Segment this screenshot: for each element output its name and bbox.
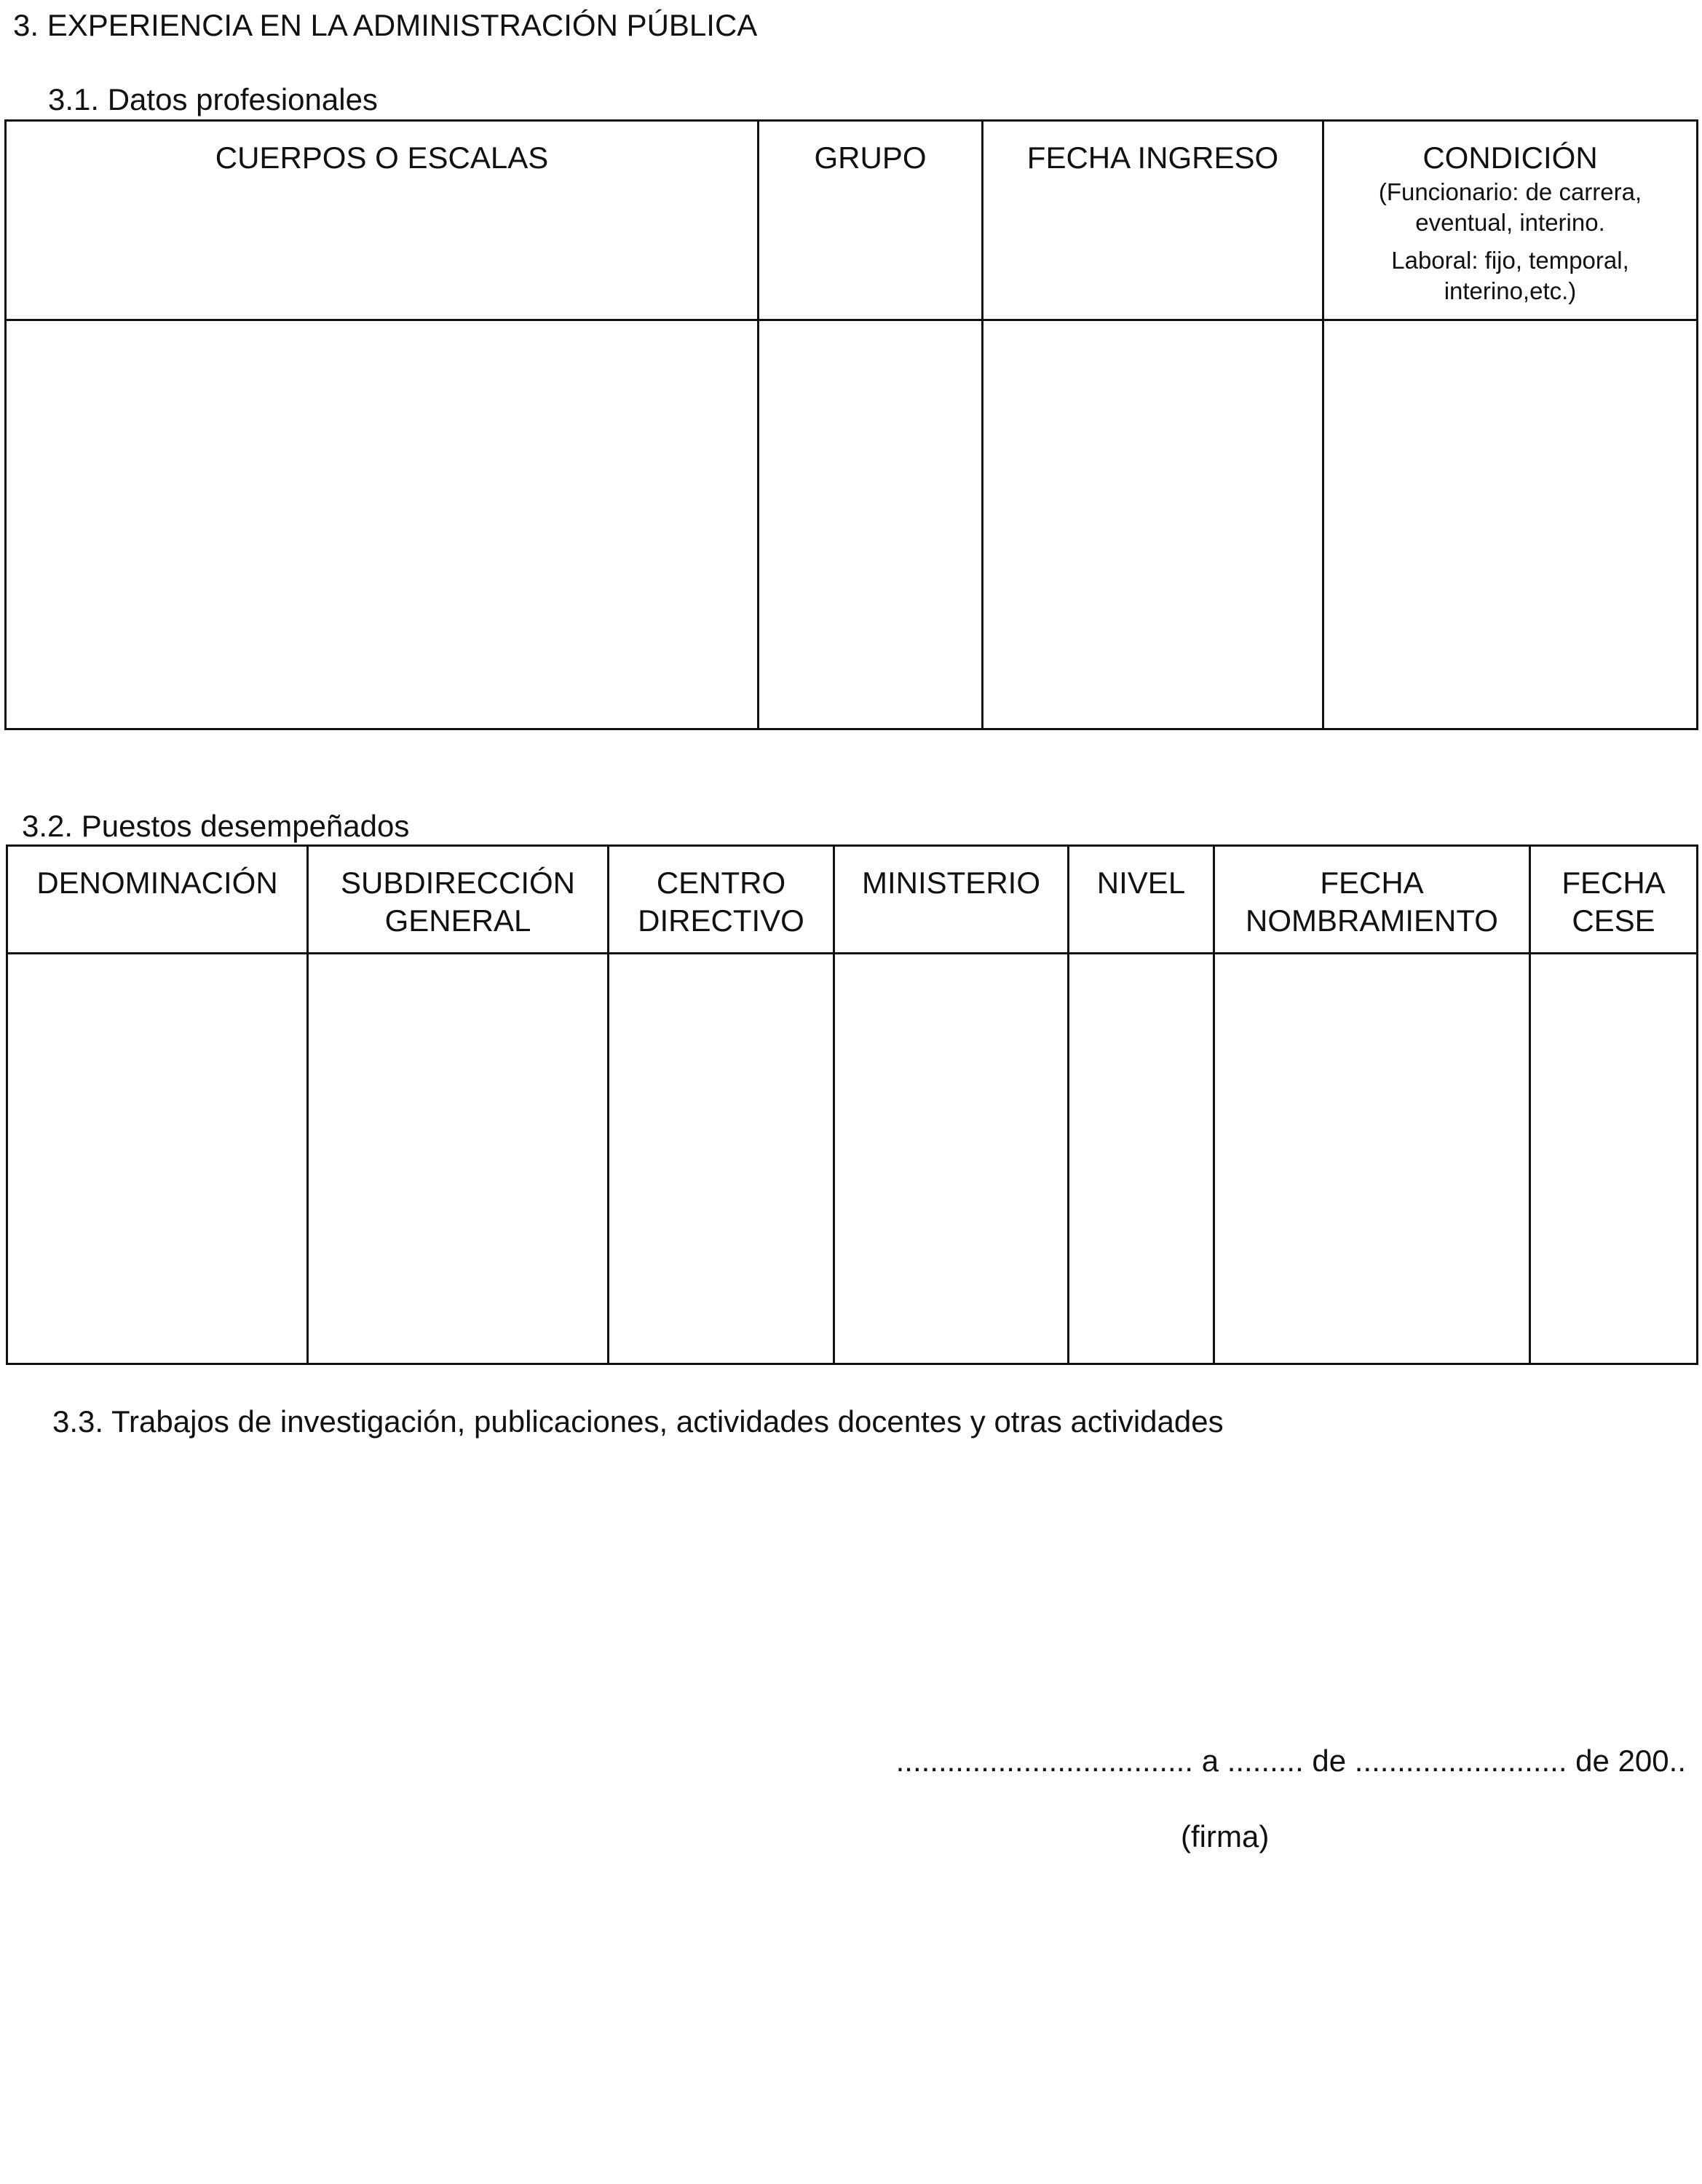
header-subdireccion-general: SUBDIRECCIÓN GENERAL — [308, 846, 609, 954]
section-title: 3. EXPERIENCIA EN LA ADMINISTRACIÓN PÚBLICA — [13, 8, 758, 42]
header-cuerpos-escalas: CUERPOS O ESCALAS — [6, 121, 759, 320]
cell-ministerio[interactable] — [834, 954, 1069, 1364]
cell-fecha-cese[interactable] — [1530, 954, 1698, 1364]
table-row — [7, 954, 1698, 1364]
datos-profesionales-subtitle: 3.1. Datos profesionales — [48, 82, 378, 116]
cell-subdireccion-general[interactable] — [308, 954, 609, 1364]
header-ministerio: MINISTERIO — [834, 846, 1069, 954]
cell-cuerpos-escalas[interactable] — [6, 320, 759, 729]
puestos-subtitle: 3.2. Puestos desempeñados — [22, 809, 410, 843]
condicion-note-funcionario: (Funcionario: de carrera, eventual, interino. — [1378, 178, 1642, 236]
header-grupo: GRUPO — [759, 121, 983, 320]
cell-centro-directivo[interactable] — [609, 954, 834, 1364]
trabajos-subtitle: 3.3. Trabajos de investigación, publicaciones, actividades docentes y otras actividades — [52, 1404, 1224, 1439]
cell-denominacion[interactable] — [7, 954, 308, 1364]
header-fecha-nombramiento: FECHA NOMBRAMIENTO — [1214, 846, 1530, 954]
cell-fecha-nombramiento[interactable] — [1214, 954, 1530, 1364]
header-nivel: NIVEL — [1069, 846, 1214, 954]
header-condicion: CONDICIÓN (Funcionario: de carrera, eventual, interino. Laboral: fijo, temporal, interino,etc.) — [1323, 121, 1698, 320]
cell-fecha-ingreso[interactable] — [983, 320, 1323, 729]
puestos-table — [6, 844, 1698, 1365]
cell-grupo[interactable] — [759, 320, 983, 729]
trabajos-text-area[interactable] — [52, 1456, 1690, 1718]
header-fecha-ingreso: FECHA INGRESO — [983, 121, 1323, 320]
datos-profesionales-table — [4, 119, 1698, 730]
header-denominacion: DENOMINACIÓN — [7, 846, 308, 954]
table-row — [6, 320, 1698, 729]
cell-condicion[interactable] — [1323, 320, 1698, 729]
condicion-note-laboral: Laboral: fijo, temporal, interino,etc.) — [1391, 247, 1629, 304]
table-header-row — [6, 121, 1698, 320]
date-place-line[interactable]: ................................... a ......... de ......................... de 200.. — [895, 1744, 1686, 1778]
table-header-row — [7, 846, 1698, 954]
header-fecha-cese: FECHA CESE — [1530, 846, 1698, 954]
firma-label: (firma) — [1181, 1819, 1270, 1853]
header-centro-directivo: CENTRO DIRECTIVO — [609, 846, 834, 954]
cell-nivel[interactable] — [1069, 954, 1214, 1364]
